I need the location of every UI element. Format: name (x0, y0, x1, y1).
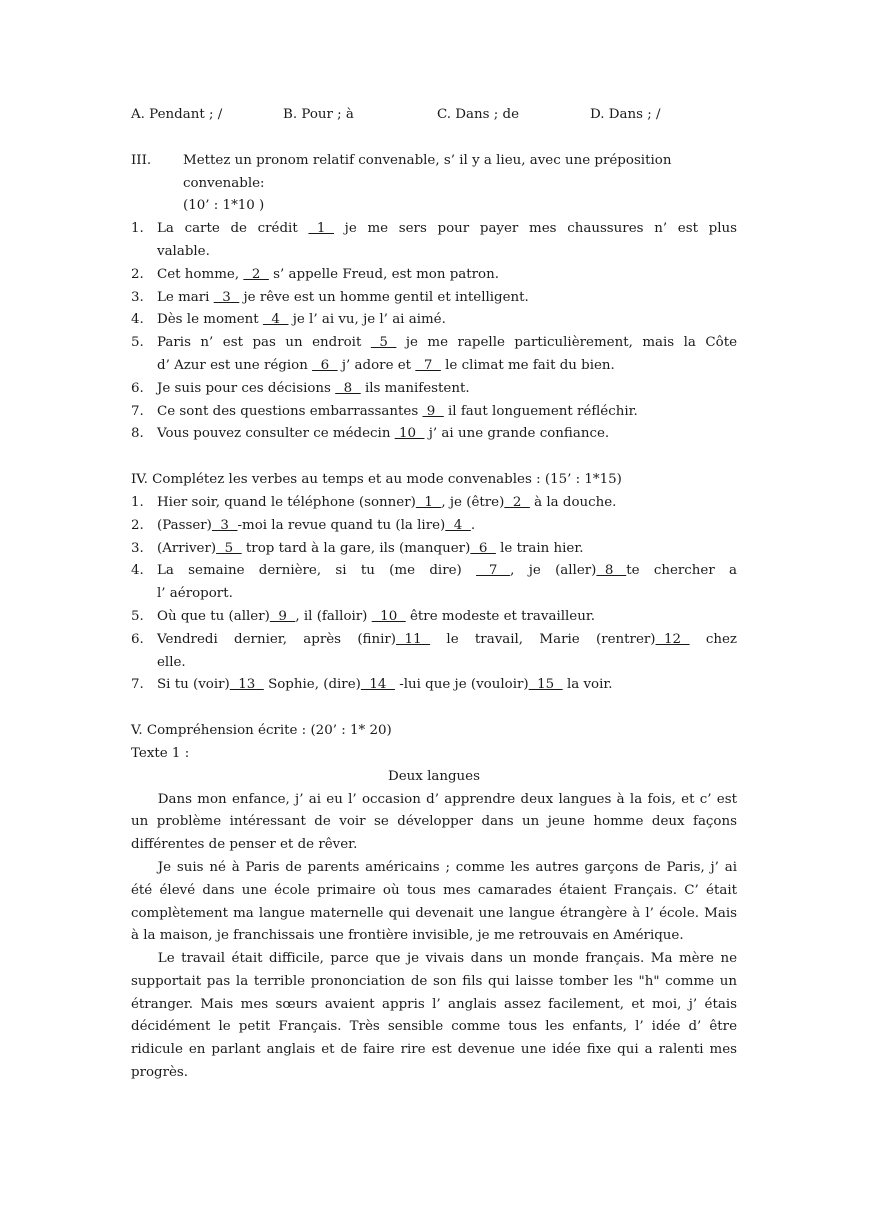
exercise-item: 1. Hier soir, quand le téléphone (sonner) 1 , je (être) 2 à la douche. (131, 492, 737, 515)
answer-blank[interactable]: 2 (504, 494, 530, 510)
answer-options (131, 104, 737, 127)
answer-blank[interactable]: 15 (528, 677, 563, 693)
section-5-title: V. Compréhension écrite : (20’ : 1* 20) (131, 723, 392, 739)
answer-blank[interactable]: 12 (655, 631, 690, 647)
answer-blank[interactable]: 10 (371, 608, 406, 624)
answer-blank[interactable]: 13 (229, 677, 264, 693)
answer-blank[interactable]: 6 (312, 357, 338, 373)
exercise-item: 4. La semaine dernière, si tu (me dire) 7 , je (aller) 8 te chercher a l’ aéroport. (131, 560, 737, 606)
option-a: A. Pendant ; / (131, 107, 223, 122)
exercise-item: 4. Dès le moment 4 je l’ ai vu, je l’ ai aimé. (131, 309, 737, 332)
answer-blank[interactable]: 2 (243, 266, 269, 282)
answer-blank[interactable]: 7 (415, 357, 441, 373)
exercise-item: 3. (Arriver) 5 trop tard à la gare, ils (manquer) 6 le train hier. (131, 538, 737, 561)
answer-blank[interactable]: 14 (360, 677, 395, 693)
answer-blank[interactable]: 1 (308, 221, 334, 237)
reading-paragraph: Dans mon enfance, j’ ai eu l’ occasion d’ apprendre deux langues à la fois, et c’ est un problème intéressant de voir se développer dans un jeune homme deux façons différentes de penser et de rêver. (131, 791, 737, 853)
section-3-header (131, 150, 737, 218)
exercise-item: 5. Paris n’ est pas un endroit 5 je me rapelle particulièrement, mais la Côte d’ Azur est une région 6 j’ adore et 7 le climat me fait du bien. (131, 332, 737, 378)
answer-blank[interactable]: 9 (269, 608, 296, 624)
answer-blank[interactable]: 1 (415, 494, 442, 510)
exercise-item: 5. Où que tu (aller) 9 , il (falloir) 10 être modeste et travailleur. (131, 606, 737, 629)
section-number: III. (131, 152, 152, 168)
answer-blank[interactable]: 11 (396, 631, 431, 647)
option-c: C. Dans ; de (437, 107, 520, 122)
option-d: D. Dans ; / (590, 107, 661, 122)
answer-blank[interactable]: 3 (213, 289, 240, 305)
exercise-item: 1. La carte de crédit 1 je me sers pour payer mes chaussures n’ est plus valable. (131, 218, 737, 264)
reading-paragraph: Je suis né à Paris de parents américains ; comme les autres garçons de Paris, j’ ai été élevé dans une école primaire où tous mes camarades étaient Français. C’ était complètement ma langue maternelle qui devenait une langue étrangère à l’ école. Mais à la maison, je franchissais une frontière invisible, je me retrouvais en Amérique. (131, 859, 737, 944)
answer-blank[interactable]: 9 (422, 403, 444, 419)
exercise-item: 7. Si tu (voir) 13 Sophie, (dire) 14 -lui que je (vouloir) 15 la voir. (131, 674, 737, 697)
reading-paragraph: Le travail était difficile, parce que je vivais dans un monde français. Ma mère ne supportait pas la terrible prononciation de son fils qui laisse tomber les "h" comme un étranger. Mais mes sœurs avaient appris l’ anglais assez facilement, et moi, j’ étais décidément le petit Français. Très sensible comme tous les enfants, l’ idée d’ être ridicule en parlant anglais et de faire rire est devenue une idée fixe qui a ralenti mes progrès. (131, 951, 737, 1081)
exercise-item: 6. Vendredi dernier, après (finir) 11 le travail, Marie (rentrer) 12 chez elle. (131, 629, 737, 675)
answer-blank[interactable]: 4 (445, 517, 471, 533)
section-4-title: IV. Complétez les verbes au temps et au mode convenables : (15’ : 1*15) (131, 472, 622, 488)
section-instruction-cont: convenable: (183, 175, 265, 191)
exercise-item: 7. Ce sont des questions embarrassantes 9 il faut longuement réfléchir. (131, 401, 737, 424)
answer-blank[interactable]: 8 (335, 380, 361, 396)
exam-page (131, 104, 737, 1085)
answer-blank[interactable]: 5 (216, 540, 242, 556)
answer-blank[interactable]: 4 (262, 312, 289, 328)
answer-blank[interactable]: 10 (394, 426, 425, 442)
text-label: Texte 1 : (131, 745, 190, 761)
exercise-item: 6. Je suis pour ces décisions 8 ils manifestent. (131, 378, 737, 401)
answer-blank[interactable]: 3 (211, 517, 238, 533)
reading-title: Deux langues (388, 768, 480, 784)
option-b: B. Pour ; à (283, 107, 354, 122)
answer-blank[interactable]: 8 (596, 563, 627, 579)
answer-blank[interactable]: 5 (370, 335, 397, 351)
section-points: (10’ : 1*10 ) (183, 198, 265, 214)
exercise-item: 8. Vous pouvez consulter ce médecin 10 j’ ai une grande confiance. (131, 423, 737, 446)
exercise-item: 3. Le mari 3 je rêve est un homme gentil et intelligent. (131, 287, 737, 310)
answer-blank[interactable]: 7 (476, 563, 511, 579)
section-instruction: Mettez un pronom relatif convenable, s’ il y a lieu, avec une préposition (183, 152, 672, 168)
exercise-item: 2. (Passer) 3 -moi la revue quand tu (la lire) 4 . (131, 515, 737, 538)
answer-blank[interactable]: 6 (470, 540, 496, 556)
exercise-item: 2. Cet homme, 2 s’ appelle Freud, est mon patron. (131, 264, 737, 287)
